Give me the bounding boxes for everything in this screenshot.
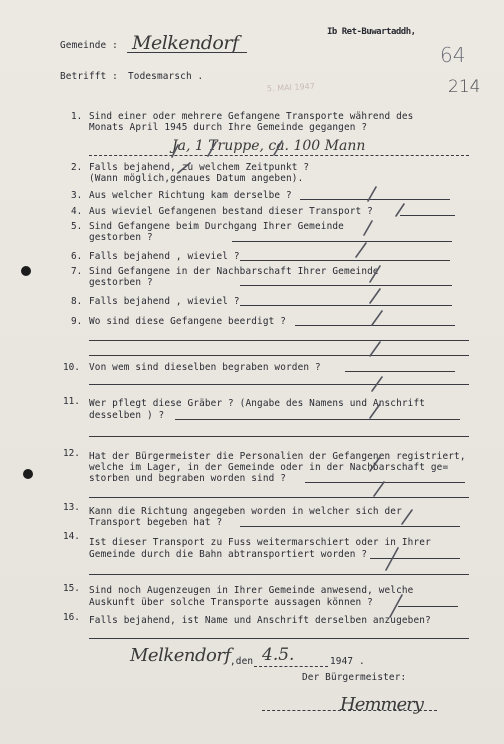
question-text: Falls bejahend, ist Name und Anschrift derselben anzugeben?	[89, 615, 431, 626]
question-number: 10.	[63, 362, 80, 373]
question-number: 15.	[63, 583, 80, 594]
question-number: 14.	[63, 531, 80, 542]
question-number: 3.	[71, 190, 83, 201]
question-number: 4.	[71, 206, 83, 217]
question-number: 5.	[71, 221, 83, 232]
question-text: Gemeinde durch die Bahn abtransportiert worden ?	[89, 549, 368, 560]
question-text: Wer pflegt diese Gräber ? (Angabe des Namens und Anschrift	[89, 398, 426, 409]
question-text: Hat der Bürgermeister die Personalien der Gefangenen registriert,	[89, 451, 466, 462]
question-text: gestorben ?	[89, 232, 153, 243]
question-text: Sind einer oder mehrere Gefangene Transporte während des	[89, 111, 414, 122]
document-number: 214	[448, 77, 481, 97]
question-text: Kann die Richtung angegeben worden in welcher sich der	[89, 506, 402, 517]
signing-date: 4.5.	[262, 645, 295, 665]
received-stamp: 5. MAI 1947	[266, 81, 316, 94]
question-text: welche im Lager, in der Gemeinde oder in der Nachbarschaft ge=	[89, 462, 449, 473]
signing-place: Melkendorf	[130, 645, 231, 666]
question-number: 16.	[63, 612, 80, 623]
question-number: 2.	[71, 162, 83, 173]
question-text: Von wem sind dieselben begraben worden ?	[89, 362, 321, 373]
question-text: Sind noch Augenzeugen in Ihrer Gemeinde anwesend, welche	[89, 585, 414, 596]
question-number: 13.	[63, 502, 80, 513]
question-number: 9.	[71, 316, 83, 327]
answer-handwritten: Ja, 1 Truppe, ca. 100 Mann	[172, 138, 366, 154]
question-number: 6.	[71, 251, 83, 262]
question-text: Auskunft über solche Transporte aussagen können ?	[89, 597, 373, 608]
archive-code: 64	[440, 43, 466, 67]
gemeinde-value: Melkendorf	[132, 32, 239, 54]
question-text: Sind Gefangene in der Nachbarschaft Ihrer Gemeinde	[89, 266, 379, 277]
question-text: Wo sind diese Gefangene beerdigt ?	[89, 316, 287, 327]
question-text: gestorben ?	[89, 277, 153, 288]
mayor-label: Der Bürgermeister:	[302, 672, 407, 683]
gemeinde-label: Gemeinde :	[60, 40, 118, 51]
redacted-header-text: Ib Ret-Buwartaddh,	[327, 27, 416, 37]
den-label: ,den	[230, 656, 254, 667]
question-text: Falls bejahend, zu welchem Zeitpunkt ?	[89, 162, 310, 173]
question-number: 11.	[63, 396, 80, 407]
question-text: Aus welcher Richtung kam derselbe ?	[89, 190, 292, 201]
question-text: desselben ) ?	[89, 410, 165, 421]
question-text: Sind Gefangene beim Durchgang Ihrer Gemeinde	[89, 221, 344, 232]
question-text: Monats April 1945 durch Ihre Gemeinde gegangen ?	[89, 122, 368, 133]
signing-year: 1947 .	[330, 656, 365, 667]
question-text: Aus wieviel Gefangenen bestand dieser Transport ?	[89, 206, 373, 217]
question-text: Transport begeben hat ?	[89, 517, 223, 528]
question-number: 8.	[71, 296, 83, 307]
question-number: 1.	[71, 111, 83, 122]
question-number: 7.	[71, 266, 83, 277]
question-number: 12.	[63, 448, 80, 459]
mayor-signature: Hemmery	[340, 694, 423, 715]
betrifft-label: Betrifft :	[60, 71, 118, 82]
question-text: Falls bejahend , wieviel ?	[89, 296, 240, 307]
question-text: storben und begraben worden sind ?	[89, 473, 287, 484]
question-text: (Wann möglich,genaues Datum angeben).	[89, 173, 304, 184]
question-text: Ist dieser Transport zu Fuss weitermarschiert oder in Ihrer	[89, 537, 431, 548]
punch-hole	[23, 469, 33, 479]
punch-hole	[21, 266, 31, 276]
betrifft-value: Todesmarsch .	[128, 71, 204, 82]
question-text: Falls bejahend , wieviel ?	[89, 251, 240, 262]
